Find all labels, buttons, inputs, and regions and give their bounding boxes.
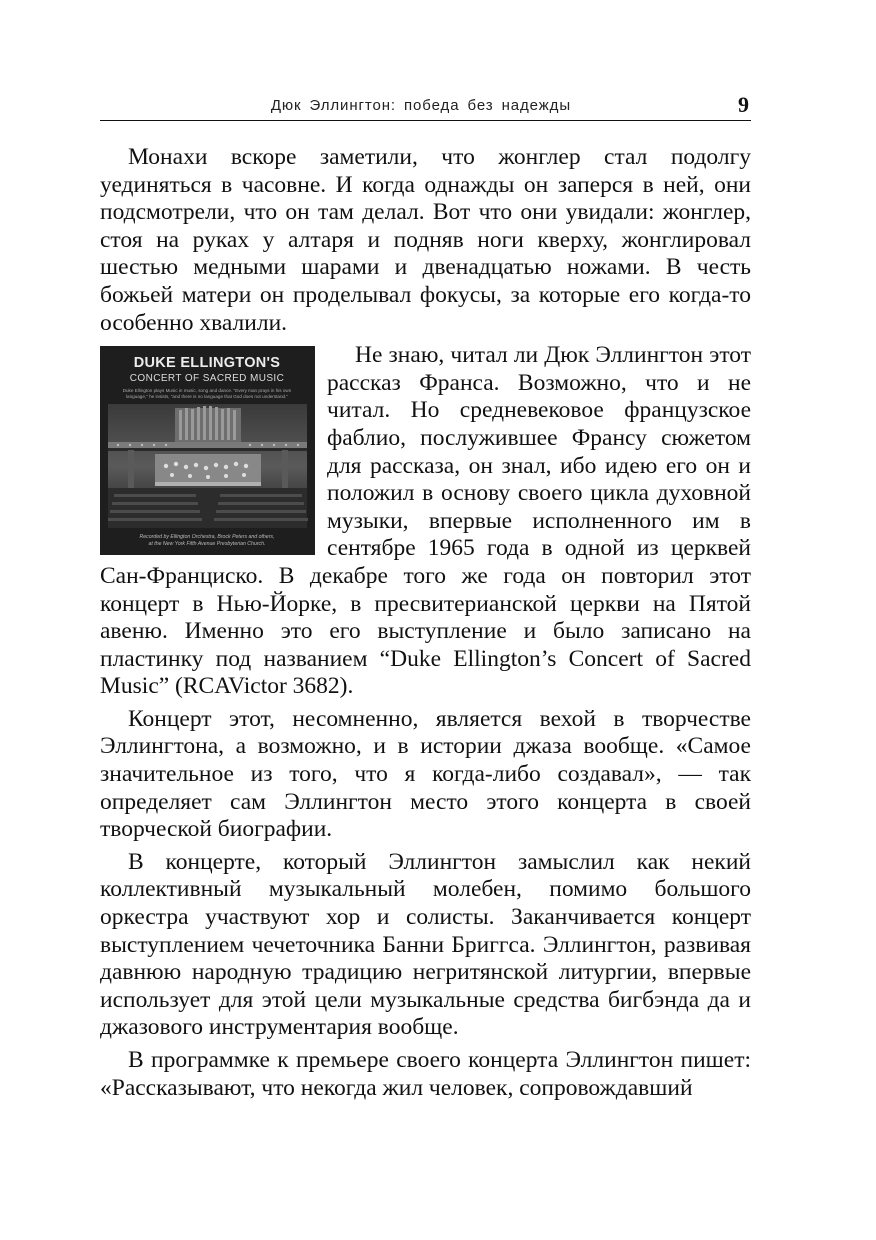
paragraph-1: Монахи вскоре заметили, что жонглер стал подолгу уединяться в часовне. И когда однажды он заперся в ней, они подсмотрели, что он там делал. Вот что они увидали: жонглер, стоя на руках у алтаря и подняв ноги кверху, жонглировал шестью медными шарами и двенадцатью ножами. В честь божьей матери он проделывал фокусы, за которые его когда-то особенно хвалили. (100, 144, 751, 336)
paragraph-5: В программке к премьере своего концерта Эллингтон пишет: «Рассказывают, что некогда жил человек, сопровождавший (100, 1047, 751, 1101)
album-blurb-line2: language," he insists, "and there is no language that God does not understand." (126, 394, 288, 400)
album-cover-image (100, 346, 315, 555)
album-title-line2: CONCERT OF SACRED MUSIC (129, 373, 285, 385)
album-title-line1: DUKE ELLINGTON'S (133, 355, 281, 372)
album-blurb-line1: Duke Ellington plays Music in music, song and dance. "Every man prays in his own (122, 388, 292, 394)
running-title: Дюк Эллингтон: победа без надежды (270, 97, 571, 114)
church-interior-photo (108, 404, 308, 528)
page-number: 9 (738, 92, 749, 117)
paragraph-2-text: Не знаю, читал ли Дюк Эллингтон этот рассказ Франса. Возможно, что и не читал. Но средневековое французское фаблио, послужившее Франсу сюжетом для рассказа, он знал, ибо идею его он и положил в основу своего цикла духовной музыки, впервые исполненного им в сентябре 1965 года в одной из церквей Сан-Франциско. В декабре того же года он повторил этот концерт в Нью-Йорке, в пресвитерианской церкви на Пятой авеню. Именно это его выступление и было записано на пластинку под названием “Duke Ellington’s Concert of Sacred Music” (RCAVictor 3682). (100, 342, 751, 700)
body-text (100, 144, 751, 1102)
paragraph-4: В концерте, который Эллингтон замыслил как некий коллективный музыкальный молебен, помимо большого оркестра участвуют хор и солисты. Заканчивается концерт выступлением чечеточника Банни Бриггса. Эллингтон, развивая давнюю народную традицию негритянской литургии, впервые использует для этой цели музыкальные средства бигбэнда да и джазового инструментария вообще. (100, 848, 751, 1041)
album-credit-line2: at the New York Fifth Avenue Presbyterian Church. (148, 541, 266, 548)
paragraph-3: Концерт этот, несомненно, является вехой в творчестве Эллингтона, а возможно, и в истории джаза вообще. «Самое значительное из того, что я когда-либо создавал», — так определяет сам Эллингтон место этого концерта в своей творческой биографии. (100, 705, 751, 843)
running-head (100, 92, 751, 121)
album-credit-line1: Recorded by Ellington Orchestra, Brock Peters and others, (139, 534, 275, 541)
paragraph-2 (100, 342, 751, 701)
